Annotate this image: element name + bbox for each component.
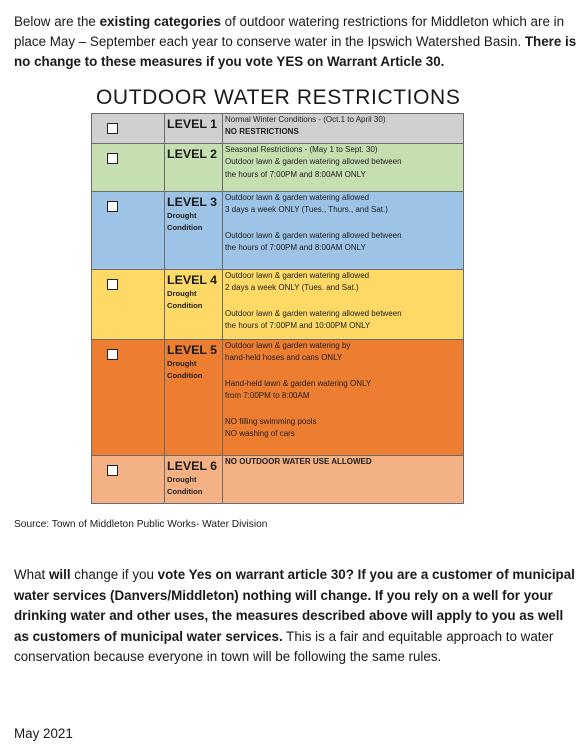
level-name: LEVEL 1 xyxy=(167,117,218,131)
description-line: the hours of 7:00PM and 8:00AM ONLY xyxy=(225,243,366,253)
description-line: from 7:00PM to 8:00AM xyxy=(225,391,310,401)
closing-bold-1: will xyxy=(48,567,71,582)
description-line: Outdoor lawn & garden watering allowed xyxy=(225,271,370,280)
closing-text-3: This is a fair and equitable approach to water conservation because everyone in town will be following the same rules. xyxy=(14,628,554,665)
level-cell xyxy=(165,270,223,340)
closing-text-1: What xyxy=(14,567,49,582)
level-cell xyxy=(165,340,223,456)
table-row-level-1 xyxy=(92,114,464,144)
level-4-checkbox[interactable] xyxy=(107,279,118,290)
level-condition: Condition xyxy=(167,487,203,496)
level-5-checkbox[interactable] xyxy=(107,349,118,360)
description-cell xyxy=(223,340,464,456)
description-cell xyxy=(223,144,464,192)
level-3-checkbox[interactable] xyxy=(107,201,118,212)
document-date: May 2021 xyxy=(14,726,73,741)
intro-text-2: of outdoor watering restrictions for Middleton which are in place May – September each year to conserve water in the Ipswich Watershed Basin. xyxy=(14,14,565,49)
description-line: NO RESTRICTIONS xyxy=(225,127,299,137)
description-line: the hours of 7:00PM and 10:00PM ONLY xyxy=(225,321,371,331)
source-caption: Source: Town of Middleton Public Works- Water Division xyxy=(14,519,268,530)
description-line: Hand-held lawn & garden watering ONLY xyxy=(225,378,372,388)
level-name: LEVEL 3 xyxy=(167,195,218,209)
level-1-checkbox[interactable] xyxy=(107,123,118,134)
level-condition: Drought xyxy=(167,289,197,298)
description-cell xyxy=(223,456,464,504)
description-line: Seasonal Restrictions - (May 1 to Sept. 30) xyxy=(225,145,378,154)
intro-paragraph xyxy=(14,12,578,72)
closing-text-2: change if you xyxy=(70,567,158,582)
level-name: LEVEL 4 xyxy=(167,273,218,287)
description-cell xyxy=(223,114,464,144)
table-row-level-3 xyxy=(92,192,464,270)
description-line: Outdoor lawn & garden watering by xyxy=(225,341,351,350)
description-line: 2 days a week ONLY (Tues. and Sat.) xyxy=(225,283,359,293)
description-line: NO OUTDOOR WATER USE ALLOWED xyxy=(225,457,372,466)
checkbox-cell xyxy=(92,340,165,456)
checkbox-cell xyxy=(92,456,165,504)
checkbox-cell xyxy=(92,114,165,144)
checkbox-cell xyxy=(92,144,165,192)
description-line: the hours of 7:00PM and 8:00AM ONLY xyxy=(225,169,366,179)
level-condition: Drought xyxy=(167,475,197,484)
description-line: hand-held hoses and cans ONLY xyxy=(225,353,343,363)
description-line: Outdoor lawn & garden watering allowed between xyxy=(225,157,402,167)
description-line: NO filling swimming pools xyxy=(225,416,317,426)
level-name: LEVEL 2 xyxy=(167,147,218,161)
level-name: LEVEL 6 xyxy=(167,459,218,473)
level-condition: Condition xyxy=(167,301,203,310)
level-condition: Condition xyxy=(167,223,203,232)
table-title: OUTDOOR WATER RESTRICTIONS xyxy=(96,86,461,109)
intro-text-1: Below are the xyxy=(14,14,100,29)
table-row-level-4 xyxy=(92,270,464,340)
description-line: Outdoor lawn & garden watering allowed between xyxy=(225,308,402,318)
level-cell xyxy=(165,144,223,192)
table-row-level-6 xyxy=(92,456,464,504)
description-cell xyxy=(223,192,464,270)
level-condition: Condition xyxy=(167,371,203,380)
description-line: 3 days a week ONLY (Tues., Thurs., and Sat.) xyxy=(225,205,388,215)
intro-bold-2: There is no change to these measures if you vote YES on Warrant Article 30. xyxy=(14,34,577,69)
table-row-level-5 xyxy=(92,340,464,456)
checkbox-cell xyxy=(92,192,165,270)
level-cell xyxy=(165,456,223,504)
description-cell xyxy=(223,270,464,340)
level-2-checkbox[interactable] xyxy=(107,153,118,164)
intro-bold-1: existing categories xyxy=(99,14,221,29)
description-line: NO washing of cars xyxy=(225,429,295,439)
level-cell xyxy=(165,114,223,144)
level-name: LEVEL 5 xyxy=(167,343,218,357)
table-row-level-2 xyxy=(92,144,464,192)
closing-bold-2: vote Yes on warrant article 30? If you are a customer of municipal water services (Danvers/Middleton) nothing will change. If you rely on a well for your drinking water and other uses, the measures described above will apply to you as well as customers of municipal water services. xyxy=(14,567,575,644)
level-condition: Drought xyxy=(167,211,197,220)
closing-paragraph xyxy=(14,565,578,668)
level-cell xyxy=(165,192,223,270)
level-6-checkbox[interactable] xyxy=(107,465,118,476)
checkbox-cell xyxy=(92,270,165,340)
description-line: Normal Winter Conditions - (Oct.1 to April 30) xyxy=(225,115,386,124)
restrictions-table xyxy=(91,113,464,504)
description-line: Outdoor lawn & garden watering allowed between xyxy=(225,230,402,240)
level-condition: Drought xyxy=(167,359,197,368)
description-line: Outdoor lawn & garden watering allowed xyxy=(225,193,370,202)
